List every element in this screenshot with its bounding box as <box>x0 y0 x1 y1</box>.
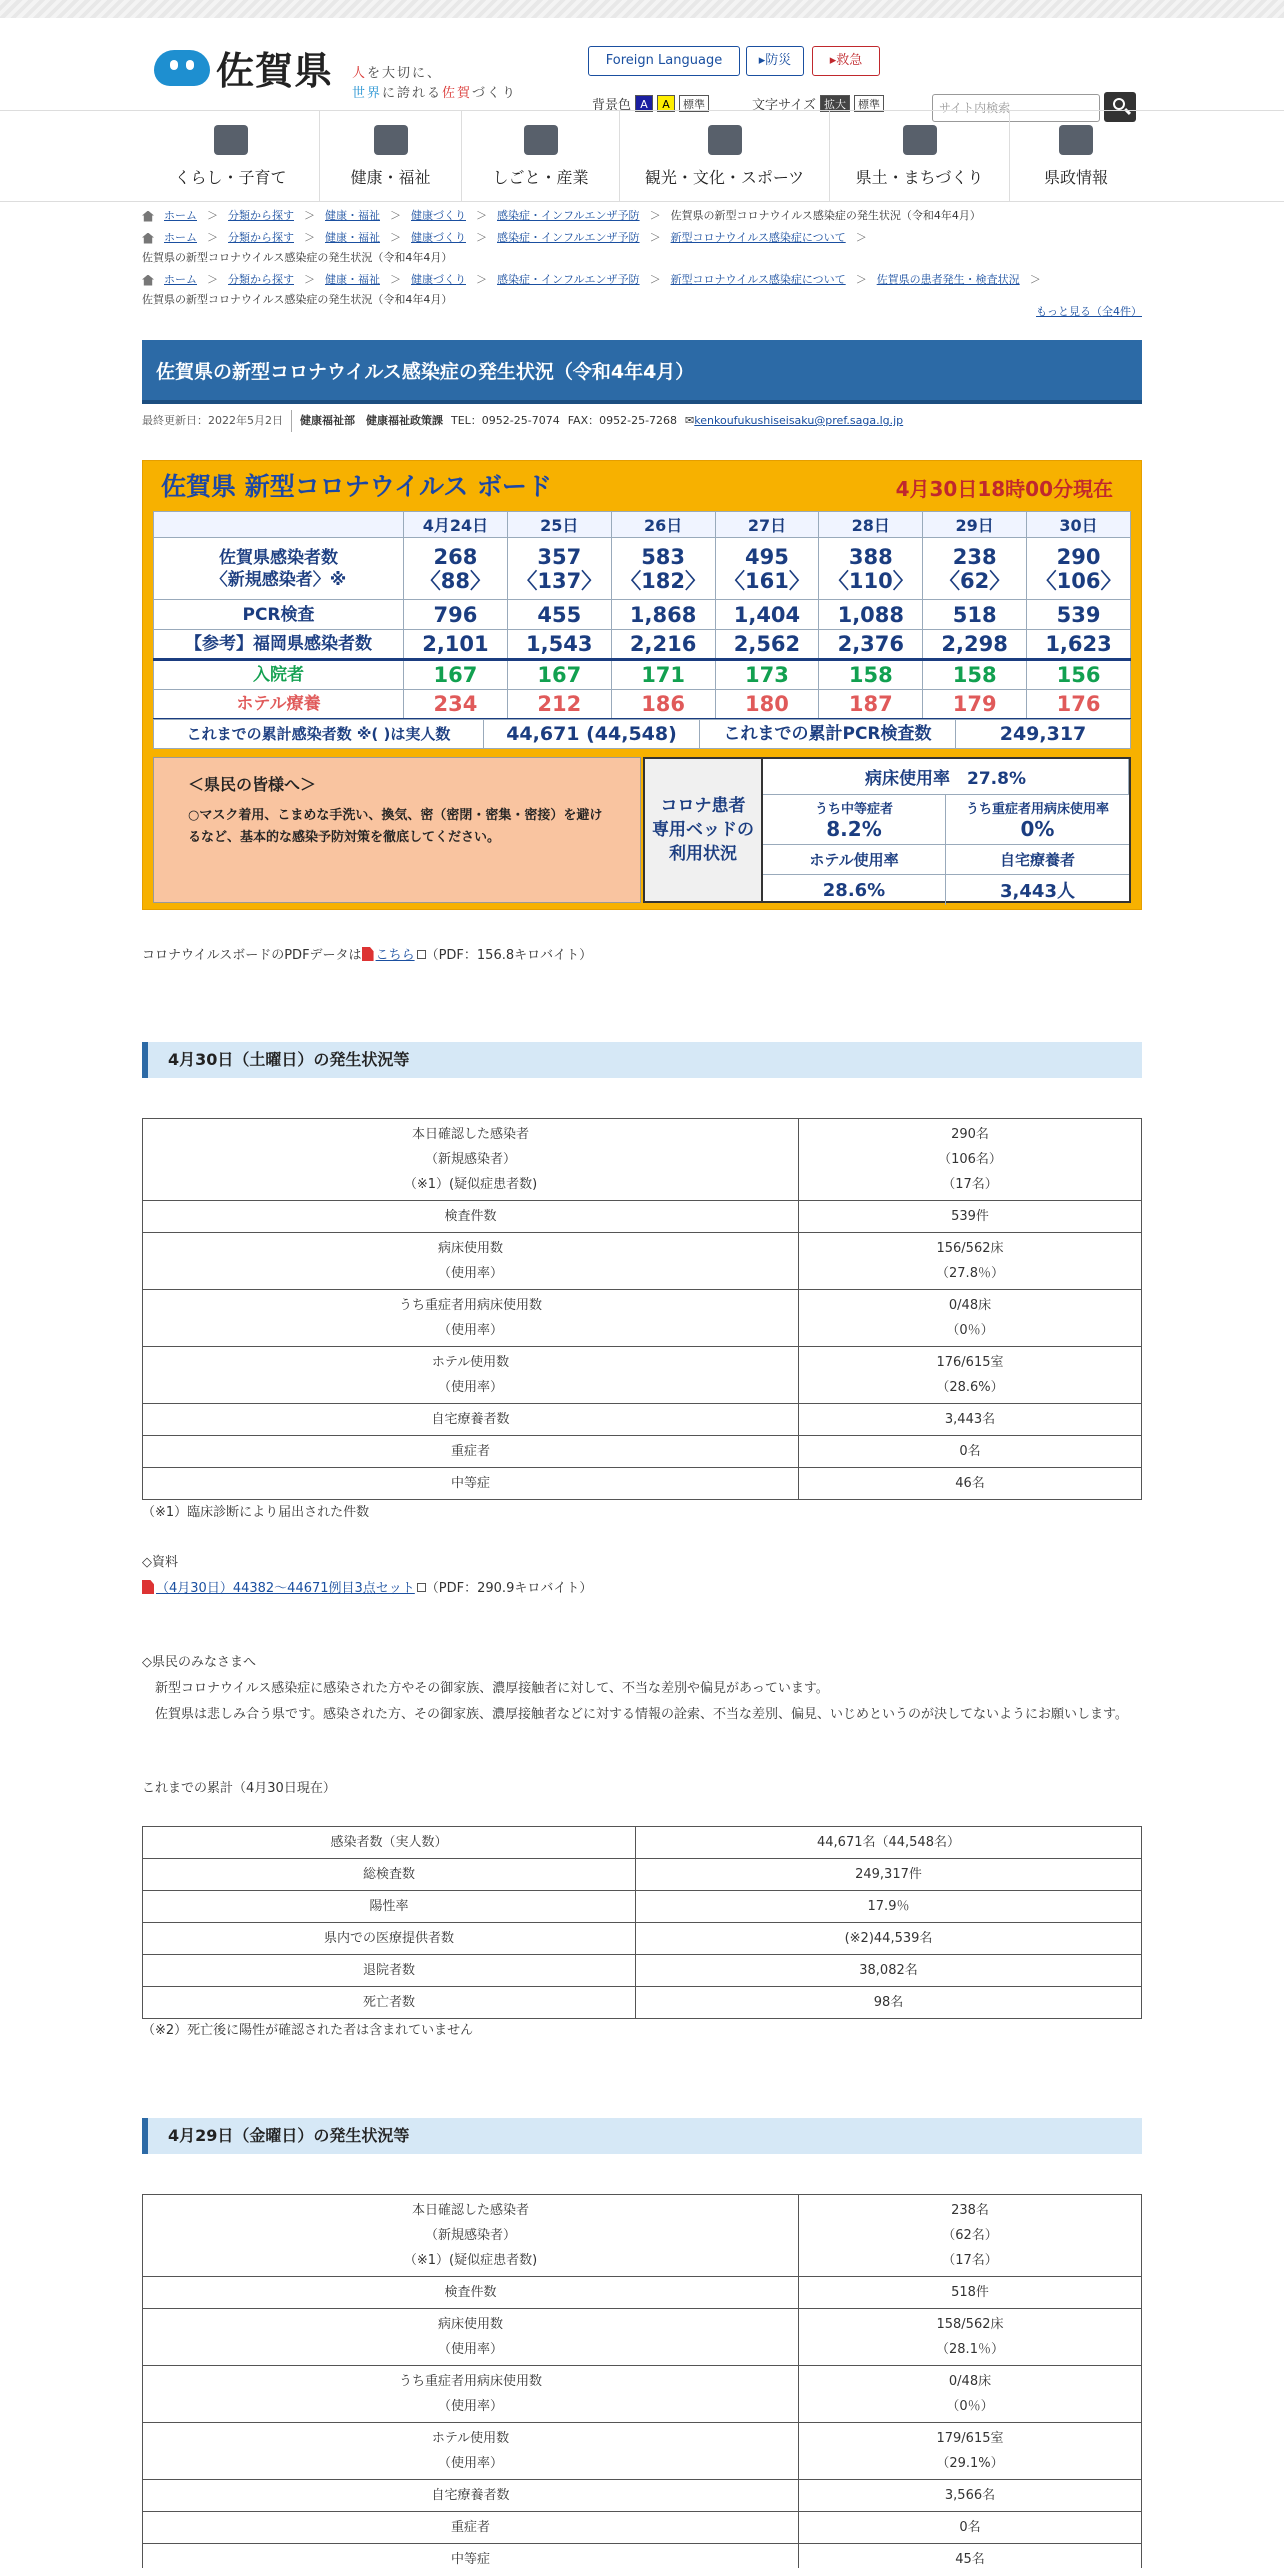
breadcrumb-link[interactable]: 分類から探す <box>228 209 294 222</box>
table-cell: 45名 <box>799 2544 1142 2568</box>
cumulative-heading: これまでの累計（4月30日現在） <box>142 1781 336 1796</box>
table-row <box>143 2366 1142 2423</box>
board-table <box>153 511 1131 721</box>
breadcrumb-link[interactable]: 佐賀県の患者発生・検査状況 <box>876 273 1020 286</box>
board-cell: 212 <box>507 690 611 720</box>
board-cell: 796 <box>404 600 508 630</box>
table-row <box>143 2309 1142 2366</box>
pdf-icon <box>362 947 374 961</box>
table-cell: 98名 <box>636 1987 1142 2019</box>
mail-icon: ✉ <box>685 414 695 427</box>
table-cell: 0/48床 （0％） <box>799 2366 1142 2423</box>
page-meta <box>142 410 1142 432</box>
gnav-kurashi[interactable]: くらし・子育て <box>142 111 320 201</box>
table-cell: ホテル使用数 （使用率） <box>143 1347 799 1404</box>
table-cell: ホテル使用数 （使用率） <box>143 2423 799 2480</box>
table-cell: うち重症者用病床使用数 （使用率） <box>143 1290 799 1347</box>
table-cell: 44,671名（44,548名） <box>636 1827 1142 1859</box>
table-cell: 176/615室 （28.6%） <box>799 1347 1142 1404</box>
kenmin-heading: ◇県民のみなさまへ <box>142 1655 256 1670</box>
board-date: 4月24日 <box>404 512 508 538</box>
shiryo-pdf-link[interactable]: （4月30日）44382～44671例目3点セット <box>156 1581 415 1596</box>
table-row <box>143 2480 1142 2512</box>
breadcrumb-link[interactable]: 健康・福祉 <box>325 273 380 286</box>
building-icon <box>1059 125 1093 155</box>
table-row <box>143 1827 1142 1859</box>
font-standard-button[interactable]: 標準 <box>854 95 884 112</box>
home-icon <box>142 211 154 222</box>
top-decoration <box>0 0 1284 18</box>
cumulative-note: （※2）死亡後に陽性が確認された者は含まれていません <box>142 2023 474 2038</box>
board-cell: 1,088 <box>819 600 923 630</box>
bg-blue-button[interactable]: A <box>635 95 653 112</box>
bed-rate: 病床使用率 27.8% <box>763 759 1129 795</box>
table-cell: 陽性率 <box>143 1891 636 1923</box>
board-cell: 158 <box>819 660 923 690</box>
external-link-icon <box>417 1583 426 1592</box>
notice-body: ○マスク着用、こまめな手洗い、換気、密（密閉・密集・密接）を避けるなど、基本的な感染予防対策を徹底してください。 <box>188 808 603 845</box>
home-icon <box>142 275 154 286</box>
board-date: 27日 <box>715 512 819 538</box>
board-cell: 2,562 <box>715 630 819 660</box>
table-row <box>143 1119 1142 1201</box>
table-row <box>143 1201 1142 1233</box>
board-date: 30日 <box>1027 512 1131 538</box>
home-care-label: 自宅療養者 <box>946 845 1129 875</box>
table-cell: 156/562床 （27.8％） <box>799 1233 1142 1290</box>
breadcrumb-link[interactable]: ホーム <box>164 231 197 244</box>
fax: FAX：0952-25-7268 <box>567 414 678 427</box>
table-cell: 179/615室 （29.1%） <box>799 2423 1142 2480</box>
table-cell: 3,566名 <box>799 2480 1142 2512</box>
foreign-language-button[interactable]: Foreign Language <box>588 46 740 76</box>
site-header <box>0 18 1284 115</box>
breadcrumb-link[interactable]: 新型コロナウイルス感染症について <box>670 231 846 244</box>
board-cell: 173 <box>715 660 819 690</box>
notice-heading: ＜県民の皆様へ＞ <box>188 775 317 794</box>
cum-cases-value: 44,671 (44,548) <box>484 720 700 748</box>
search-icon <box>1113 98 1125 110</box>
board-cell: 167 <box>404 660 508 690</box>
kenmin-text: 佐賀県は悲しみ合う県です。感染された方、その御家族、濃厚接触者などに対する情報の詮索、不当な差別、偏見、いじめというのが決してないようにお願いします。 <box>142 1707 1128 1722</box>
gnav-kendo[interactable]: 県土・まちづくり <box>830 111 1010 201</box>
board-cell: 518 <box>923 600 1027 630</box>
board-row-label: 【参考】福岡県感染者数 <box>154 630 404 660</box>
family-icon <box>214 125 248 155</box>
table-cell: 県内での医療提供者数 <box>143 1923 636 1955</box>
logo-name: 佐賀県 <box>216 48 334 93</box>
board-date: 28日 <box>819 512 923 538</box>
board-title: 佐賀県 新型コロナウイルス ボード <box>161 472 552 501</box>
board-pdf-link[interactable]: こちら <box>375 948 415 963</box>
board-cell: 180 <box>715 690 819 720</box>
table-cell: 0名 <box>799 1436 1142 1468</box>
board-cell: 1,404 <box>715 600 819 630</box>
breadcrumb-link[interactable]: 健康・福祉 <box>325 209 380 222</box>
font-size-control: 文字サイズ 拡大 標準 <box>752 94 884 113</box>
shiryo-heading: ◇資料 <box>142 1555 178 1570</box>
breadcrumb-link[interactable]: 健康・福祉 <box>325 231 380 244</box>
corona-board-image <box>142 460 1142 910</box>
board-cell: 171 <box>611 660 715 690</box>
board-cell: 167 <box>507 660 611 690</box>
table-cell: 本日確認した感染者 （新規感染者） （※1）(疑似症患者数) <box>143 1119 799 1201</box>
home-icon <box>142 233 154 244</box>
gnav-kanko[interactable]: 観光・文化・スポーツ <box>620 111 830 201</box>
table-row <box>143 1859 1142 1891</box>
last-updated: 最終更新日：2022年5月2日 <box>142 410 292 432</box>
breadcrumb: ホーム ＞ 分類から探す ＞ 健康・福祉 ＞ 健康づくり ＞ 感染症・インフルエンザ予防 ＞ 佐賀県の新型コロナウイルス感染症の発生状況（令和4年4月） <box>142 206 1142 226</box>
breadcrumb-link[interactable]: 感染症・インフルエンザ予防 <box>497 231 640 244</box>
site-search-input[interactable]: サイト内検索 <box>932 94 1100 122</box>
section-heading-0430: 4月30日（土曜日）の発生状況等 <box>142 1042 1142 1078</box>
table-row <box>143 1233 1142 1290</box>
breadcrumb-link[interactable]: 分類から探す <box>228 231 294 244</box>
breadcrumb-link[interactable]: 感染症・インフルエンザ予防 <box>497 209 640 222</box>
table-cell: 38,082名 <box>636 1955 1142 1987</box>
board-pdf-note: コロナウイルスボードのPDFデータは こちら （PDF：156.8キロバイト） <box>142 948 593 963</box>
table-cell: 病床使用数 （使用率） <box>143 1233 799 1290</box>
gnav-shigoto[interactable]: しごと・産業 <box>462 111 620 201</box>
bg-color-control: 背景色 A A 標準 <box>592 94 709 113</box>
board-cell: 2,298 <box>923 630 1027 660</box>
table-cell: 290名 （106名） （17名） <box>799 1119 1142 1201</box>
board-cell: 179 <box>923 690 1027 720</box>
table-cell: 249,317件 <box>636 1859 1142 1891</box>
table-cell: 自宅療養者数 <box>143 2480 799 2512</box>
cumulative-table <box>142 1826 1142 2019</box>
kyukyu-button[interactable]: ▸救急 <box>812 46 880 76</box>
more-breadcrumbs-link[interactable]: もっと見る（全4件） <box>1036 305 1142 318</box>
board-date: 26日 <box>611 512 715 538</box>
board-cell: 186 <box>611 690 715 720</box>
board-row-label: 佐賀県感染者数 〈新規感染者〉※ <box>154 538 404 600</box>
board-cell: 455 <box>507 600 611 630</box>
cum-cases-label: これまでの累計感染者数 ※( )は実人数 <box>154 720 484 748</box>
hotel-rate-value: 28.6% <box>763 875 946 905</box>
table-cell: 検査件数 <box>143 1201 799 1233</box>
board-cell: 1,623 <box>1027 630 1131 660</box>
table-row <box>143 1290 1142 1347</box>
table-row <box>143 2277 1142 2309</box>
table-row <box>143 1923 1142 1955</box>
factory-icon <box>524 125 558 155</box>
table-row <box>143 1955 1142 1987</box>
gnav-kensei[interactable]: 県政情報 <box>1010 111 1142 201</box>
table-cell: 退院者数 <box>143 1955 636 1987</box>
table-cell: 本日確認した感染者 （新規感染者） （※1）(疑似症患者数) <box>143 2195 799 2277</box>
font-large-button[interactable]: 拡大 <box>820 95 850 112</box>
saga-mascot-icon <box>154 46 210 90</box>
table-cell: うち重症者用病床使用数 （使用率） <box>143 2366 799 2423</box>
usage-label: コロナ患者 専用ベッドの 利用状況 <box>645 759 763 901</box>
site-logo[interactable] <box>154 40 333 95</box>
board-cell: 539 <box>1027 600 1131 630</box>
breadcrumb-current: 佐賀県の新型コロナウイルス感染症の発生状況（令和4年4月） <box>142 251 453 264</box>
table-cell: 539件 <box>799 1201 1142 1233</box>
table-cell: 中等症 <box>143 2544 799 2568</box>
table-cell: 重症者 <box>143 2512 799 2544</box>
breadcrumb-link[interactable]: 感染症・インフルエンザ予防 <box>497 273 640 286</box>
board-cell: 357 〈137〉 <box>507 538 611 600</box>
board-cell: 238 〈62〉 <box>923 538 1027 600</box>
bed-usage-panel <box>643 757 1131 903</box>
table-cell: 重症者 <box>143 1436 799 1468</box>
board-cell: 495 〈161〉 <box>715 538 819 600</box>
board-row-label: 入院者 <box>154 660 404 690</box>
table-row <box>143 1347 1142 1404</box>
global-nav <box>0 110 1284 202</box>
table-cell: 158/562床 （28.1％） <box>799 2309 1142 2366</box>
tel: TEL：0952-25-7074 <box>451 414 560 427</box>
pdf-icon <box>142 1580 154 1594</box>
board-cell: 583 〈182〉 <box>611 538 715 600</box>
page-title: 佐賀県の新型コロナウイルス感染症の発生状況（令和4年4月） <box>142 340 1142 404</box>
map-pin-icon <box>903 125 937 155</box>
external-link-icon <box>417 950 426 959</box>
table-row <box>143 2512 1142 2544</box>
table-cell: 総検査数 <box>143 1859 636 1891</box>
cum-pcr-label: これまでの累計PCR検査数 <box>700 720 956 748</box>
table-cell: 3,443名 <box>799 1404 1142 1436</box>
board-date: 29日 <box>923 512 1027 538</box>
table-cell: 238名 （62名） （17名） <box>799 2195 1142 2277</box>
breadcrumb-current: 佐賀県の新型コロナウイルス感染症の発生状況（令和4年4月） <box>142 293 453 306</box>
board-cell: 268 〈88〉 <box>404 538 508 600</box>
board-cell: 234 <box>404 690 508 720</box>
board-date: 25日 <box>507 512 611 538</box>
breadcrumb-link[interactable]: 健康づくり <box>411 231 466 244</box>
table-row <box>143 2544 1142 2568</box>
breadcrumb-link[interactable]: ホーム <box>164 209 197 222</box>
table-cell: 0/48床 （0％） <box>799 1290 1142 1347</box>
board-cell: 156 <box>1027 660 1131 690</box>
breadcrumb-link[interactable]: ホーム <box>164 273 197 286</box>
table-cell: 検査件数 <box>143 2277 799 2309</box>
daily-table-0430 <box>142 1118 1142 1500</box>
table-cell: 病床使用数 （使用率） <box>143 2309 799 2366</box>
breadcrumbs <box>142 206 1142 318</box>
suitcase-icon <box>708 125 742 155</box>
table-row <box>143 2423 1142 2480</box>
hotel-rate-label: ホテル使用率 <box>763 845 946 875</box>
board-cell: 1,868 <box>611 600 715 630</box>
breadcrumb-link[interactable]: 健康づくり <box>411 209 466 222</box>
table-row <box>143 1468 1142 1500</box>
board-cell: 2,216 <box>611 630 715 660</box>
gnav-kenko[interactable]: 健康・福祉 <box>320 111 462 201</box>
kenmin-text: 新型コロナウイルス感染症に感染された方やその御家族、濃厚接触者に対して、不当な差別や偏見があっています。 <box>142 1681 829 1696</box>
board-row-label: PCR検査 <box>154 600 404 630</box>
moderate-cell: うち中等症者 8.2% <box>763 795 946 845</box>
table-row <box>143 1436 1142 1468</box>
board-notice <box>153 757 641 903</box>
board-cell: 2,101 <box>404 630 508 660</box>
daily-table-0429 <box>142 2194 1142 2568</box>
footnote: （※1）臨床診断により届出された件数 <box>142 1505 370 1520</box>
table-cell: 46名 <box>799 1468 1142 1500</box>
bg-yellow-button[interactable]: A <box>657 95 675 112</box>
board-cell: 158 <box>923 660 1027 690</box>
shiryo-pdf: （4月30日）44382～44671例目3点セット （PDF：290.9キロバイト） <box>142 1576 1142 1601</box>
board-cell: 187 <box>819 690 923 720</box>
board-cell: 388 〈110〉 <box>819 538 923 600</box>
cum-pcr-value: 249,317 <box>999 723 1087 745</box>
table-row <box>143 1404 1142 1436</box>
bousai-button[interactable]: ▸防災 <box>746 46 804 76</box>
table-row <box>143 1987 1142 2019</box>
breadcrumb-link[interactable]: 新型コロナウイルス感染症について <box>670 273 846 286</box>
board-cumulative-row <box>153 719 1131 749</box>
board-cell: 290 〈106〉 <box>1027 538 1131 600</box>
board-cell: 1,543 <box>507 630 611 660</box>
board-time: 4月30日18時00分現在 <box>895 477 1113 501</box>
breadcrumb: ホーム ＞ 分類から探す ＞ 健康・福祉 ＞ 健康づくり ＞ 感染症・インフルエンザ予防 ＞ 新型コロナウイルス感染症について ＞ 佐賀県の患者発生・検査状況 ＞ 佐賀県の新型コロナウイルス感染症の発生状況（令和4年4月） <box>142 270 1142 310</box>
board-row-label: ホテル療養 <box>154 690 404 720</box>
table-cell: 感染者数（実人数） <box>143 1827 636 1859</box>
table-row <box>143 1891 1142 1923</box>
table-cell: 死亡者数 <box>143 1987 636 2019</box>
severe-cell: うち重症者用病床使用率 0% <box>946 795 1129 845</box>
table-cell: (※2)44,539名 <box>636 1923 1142 1955</box>
heart-hand-icon <box>374 125 408 155</box>
section-heading-0429: 4月29日（金曜日）の発生状況等 <box>142 2118 1142 2154</box>
table-cell: 0名 <box>799 2512 1142 2544</box>
breadcrumb-link[interactable]: 分類から探す <box>228 273 294 286</box>
breadcrumb-link[interactable]: 健康づくり <box>411 273 466 286</box>
table-cell: 中等症 <box>143 1468 799 1500</box>
breadcrumb-current: 佐賀県の新型コロナウイルス感染症の発生状況（令和4年4月） <box>670 209 981 222</box>
department: 健康福祉部 健康福祉政策課 <box>300 414 443 427</box>
home-care-value: 3,443人 <box>1000 881 1075 902</box>
table-cell: 17.9％ <box>636 1891 1142 1923</box>
board-cell: 2,376 <box>819 630 923 660</box>
email-link[interactable]: kenkoufukushiseisaku@pref.saga.lg.jp <box>694 414 904 427</box>
board-cell: 176 <box>1027 690 1131 720</box>
bg-standard-button[interactable]: 標準 <box>679 95 709 112</box>
table-cell: 自宅療養者数 <box>143 1404 799 1436</box>
table-row <box>143 2195 1142 2277</box>
table-cell: 518件 <box>799 2277 1142 2309</box>
breadcrumb: ホーム ＞ 分類から探す ＞ 健康・福祉 ＞ 健康づくり ＞ 感染症・インフルエンザ予防 ＞ 新型コロナウイルス感染症について ＞ 佐賀県の新型コロナウイルス感染症の発生状況（令和4年4月） <box>142 228 1142 268</box>
logo-tagline: 人を大切に、 世界に誇れる佐賀づくり <box>352 66 518 101</box>
